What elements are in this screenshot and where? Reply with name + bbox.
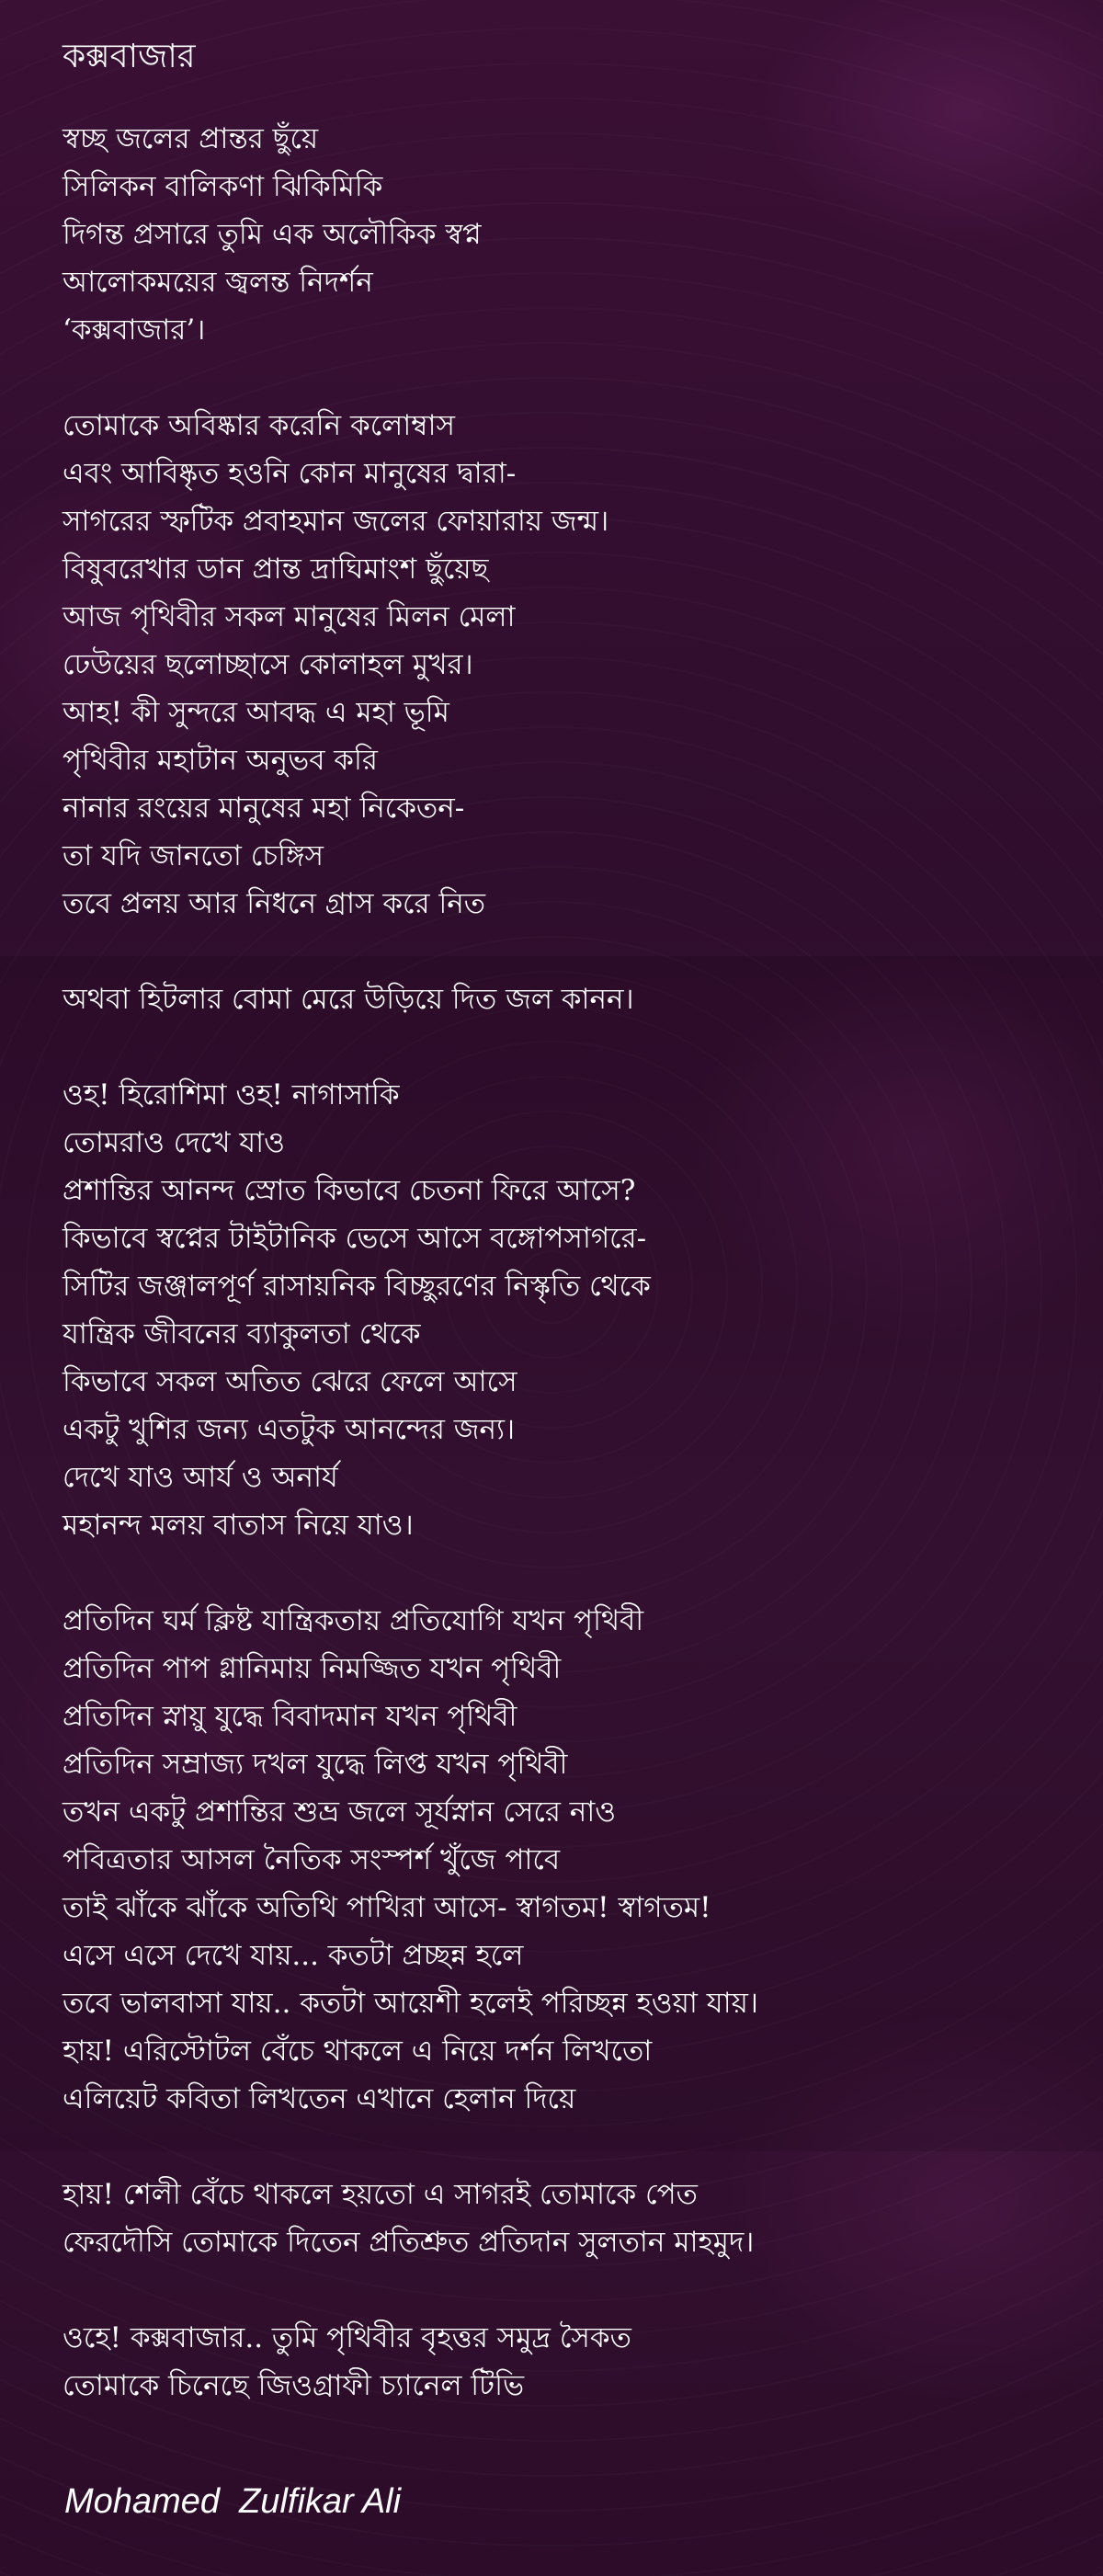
poem-line: আলোকময়ের জ্বলন্ত নিদর্শন xyxy=(63,266,373,300)
poem-line: তা যদি জানতো চেঙ্গিস xyxy=(63,839,324,873)
poem-line: সিটির জঞ্জালপূর্ণ রাসায়নিক বিচ্ছুরণের নিস্কৃতি থেকে xyxy=(63,1270,651,1304)
poem-line: হায়! শেলী বেঁচে থাকলে হয়তো এ সাগরই তোমাকে পেত xyxy=(63,2178,698,2212)
poem-line: প্রতিদিন ঘর্ম ক্লিষ্ট যান্ত্রিকতায় প্রতিযোগি যখন পৃথিবী xyxy=(63,1604,644,1638)
poem-line: হায়! এরিস্টোটল বেঁচে থাকলে এ নিয়ে দর্শন লিখতো xyxy=(63,2035,653,2069)
poem-line: দিগন্ত প্রসারে তুমি এক অলৌকিক স্বপ্ন xyxy=(63,218,482,252)
poem-line: পৃথিবীর মহাটান অনুভব করি xyxy=(63,744,378,778)
poem-body xyxy=(63,115,1055,2410)
poem-line: এলিয়েট কবিতা লিখতেন এখানে হেলান দিয়ে xyxy=(63,2082,576,2116)
poem-line: আহ! কী সুন্দরে আবদ্ধ এ মহা ভূমি xyxy=(63,696,449,730)
poem-line: ঢেউয়ের ছলোচ্ছাসে কোলাহল মুখর। xyxy=(63,648,473,682)
poem-line: সিলিকন বালিকণা ঝিকিমিকি xyxy=(63,170,383,204)
poem-line: তোমরাও দেখে যাও xyxy=(63,1126,285,1160)
poem-line: যান্ত্রিক জীবনের ব্যাকুলতা থেকে xyxy=(63,1317,421,1351)
poem-line: কিভাবে সকল অতিত ঝেরে ফেলে আসে xyxy=(63,1365,517,1399)
poem-line: প্রতিদিন স্নায়ু যুদ্ধে বিবাদমান যখন পৃথিবী xyxy=(63,1700,517,1734)
poem-line: দেখে যাও আর্য ও অনার্য xyxy=(63,1461,338,1495)
poem-line: কিভাবে স্বপ্নের টাইটানিক ভেসে আসে বঙ্গোপসাগরে- xyxy=(63,1222,647,1256)
poem-line: ওহে! কক্সবাজার.. তুমি পৃথিবীর বৃহত্তর সমুদ্র সৈকত xyxy=(63,2321,631,2355)
poem-line: তখন একটু প্রশান্তির শুভ্র জলে সূর্যস্নান সেরে নাও xyxy=(63,1795,617,1829)
poem-line: আজ পৃথিবীর সকল মানুষের মিলন মেলা xyxy=(63,600,516,634)
poem-container xyxy=(63,37,1055,2457)
poem-line: এবং আবিষ্কৃত হওনি কোন মানুষের দ্বারা- xyxy=(63,457,517,491)
poem-line: তবে প্রলয় আর নিধনে গ্রাস করে নিত xyxy=(63,887,486,921)
poem-line: ফেরদৌসি তোমাকে দিতেন প্রতিশ্রুত প্রতিদান সুলতান মাহমুদ। xyxy=(63,2226,755,2260)
poem-author: Mohamed Zulfikar Ali xyxy=(64,2482,402,2521)
poem-line: অথবা হিটলার বোমা মেরে উড়িয়ে দিত জল কানন। xyxy=(63,983,634,1017)
poem-line: তাই ঝাঁকে ঝাঁকে অতিথি পাখিরা আসে- স্বাগতম! স্বাগতম! xyxy=(63,1891,711,1925)
poem-line: ‘কক্সবাজার’। xyxy=(63,313,206,348)
poem-stanza xyxy=(63,2171,1055,2266)
poem-line: সাগরের স্ফটিক প্রবাহমান জলের ফোয়ারায় জন্ম। xyxy=(63,505,609,539)
poem-stanza xyxy=(63,975,1055,1023)
poem-line: প্রতিদিন পাপ গ্লানিমায় নিমজ্জিত যখন পৃথিবী xyxy=(63,1652,562,1686)
poem-line: পবিত্রতার আসল নৈতিক সংস্পর্শ খুঁজে পাবে xyxy=(63,1843,561,1877)
poem-line: মহানন্দ মলয় বাতাস নিয়ে যাও। xyxy=(63,1509,414,1543)
poem-line: প্রশান্তির আনন্দ স্রোত কিভাবে চেতনা ফিরে আসে? xyxy=(63,1174,636,1208)
poem-line: এসে এসে দেখে যায়... কতটা প্রচ্ছন্ন হলে xyxy=(63,1939,524,1973)
poem-stanza xyxy=(63,1597,1055,2123)
poem-stanza xyxy=(63,402,1055,928)
poem-line: তবে ভালবাসা যায়.. কতটা আয়েশী হলেই পরিচ্ছন্ন হওয়া যায়। xyxy=(63,1987,758,2021)
poem-line: ওহ! হিরোশিমা ওহ! নাগাসাকি xyxy=(63,1078,400,1112)
poem-line: প্রতিদিন সম্রাজ্য দখল যুদ্ধে লিপ্ত যখন পৃথিবী xyxy=(63,1748,568,1782)
poem-stanza xyxy=(63,115,1055,354)
poem-line: একটু খুশির জন্য এতটুক আনন্দের জন্য। xyxy=(63,1413,516,1447)
poem-line: বিষুবরেখার ডান প্রান্ত দ্রাঘিমাংশ ছুঁয়েছ xyxy=(63,553,489,587)
poem-stanza xyxy=(63,2314,1055,2410)
poem-stanza xyxy=(63,1071,1055,1549)
poem-line: তোমাকে চিনেছে জিওগ্রাফী চ্যানেল টিভি xyxy=(63,2369,525,2403)
poem-line: তোমাকে অবিষ্কার করেনি কলোম্বাস xyxy=(63,409,455,443)
poem-line: স্বচ্ছ জলের প্রান্তর ছুঁয়ে xyxy=(63,122,319,156)
poem-line: নানার রংয়ের মানুষের মহা নিকেতন- xyxy=(63,792,465,826)
poem-title: কক্সবাজার xyxy=(63,38,196,75)
